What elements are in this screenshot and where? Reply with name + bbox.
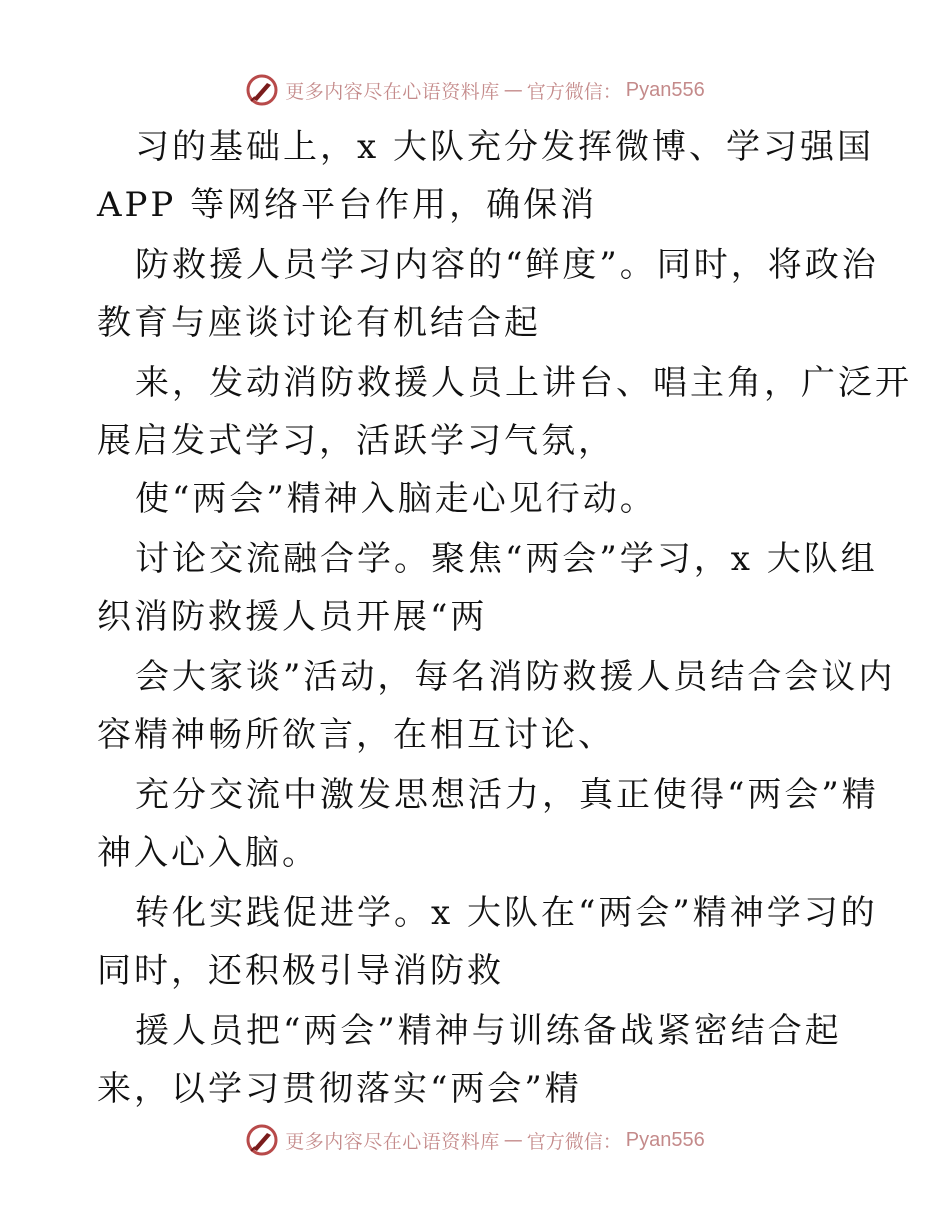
text-line: 教育与座谈讨论有机结合起 [97, 303, 541, 343]
text-line: 容精神畅所欲言，在相互讨论、 [97, 715, 615, 755]
text-line: 来，以学习贯彻落实“两会”精 [97, 1069, 582, 1109]
header-wechat-id: Pyan556 [625, 78, 705, 101]
text-line: 援人员把“两会”精神与训练备战紧密结合起 [135, 1011, 842, 1051]
text-line: 习的基础上，x 大队充分发挥微博、学习强国 [135, 127, 874, 167]
footer-dash: — [503, 1129, 523, 1151]
footer-banner [0, 1120, 950, 1160]
text-line: 转化实践促进学。x 大队在“两会”精神学习的 [135, 893, 878, 933]
quill-logo-icon [245, 1123, 279, 1157]
footer-wechat-label: 官方微信： [526, 1130, 622, 1153]
text-line: 展启发式学习，活跃学习气氛， [97, 421, 615, 461]
text-line: APP 等网络平台作用，确保消 [97, 185, 598, 225]
header-dash: — [503, 79, 523, 101]
header-slogan: 更多内容尽在心语资料库 [285, 80, 500, 103]
text-line: 充分交流中激发思想活力，真正使得“两会”精 [135, 775, 879, 815]
header-banner [0, 70, 950, 110]
text-line: 讨论交流融合学。聚焦“两会”学习，x 大队组 [135, 539, 878, 579]
text-line: 会大家谈”活动，每名消防救援人员结合会议内 [135, 657, 896, 697]
footer-slogan: 更多内容尽在心语资料库 [285, 1130, 500, 1153]
text-line: 神入心入脑。 [97, 833, 319, 873]
text-line: 使“两会”精神入脑走心见行动。 [135, 479, 657, 519]
footer-wechat-id: Pyan556 [625, 1128, 705, 1151]
text-line: 来，发动消防救援人员上讲台、唱主角，广泛开 [135, 363, 912, 403]
text-line: 织消防救援人员开展“两 [97, 597, 488, 637]
header-wechat-label: 官方微信： [526, 80, 622, 103]
text-line: 防救援人员学习内容的“鲜度”。同时，将政治 [135, 245, 879, 285]
text-line: 同时，还积极引导消防救 [97, 951, 504, 991]
quill-logo-icon [245, 73, 279, 107]
